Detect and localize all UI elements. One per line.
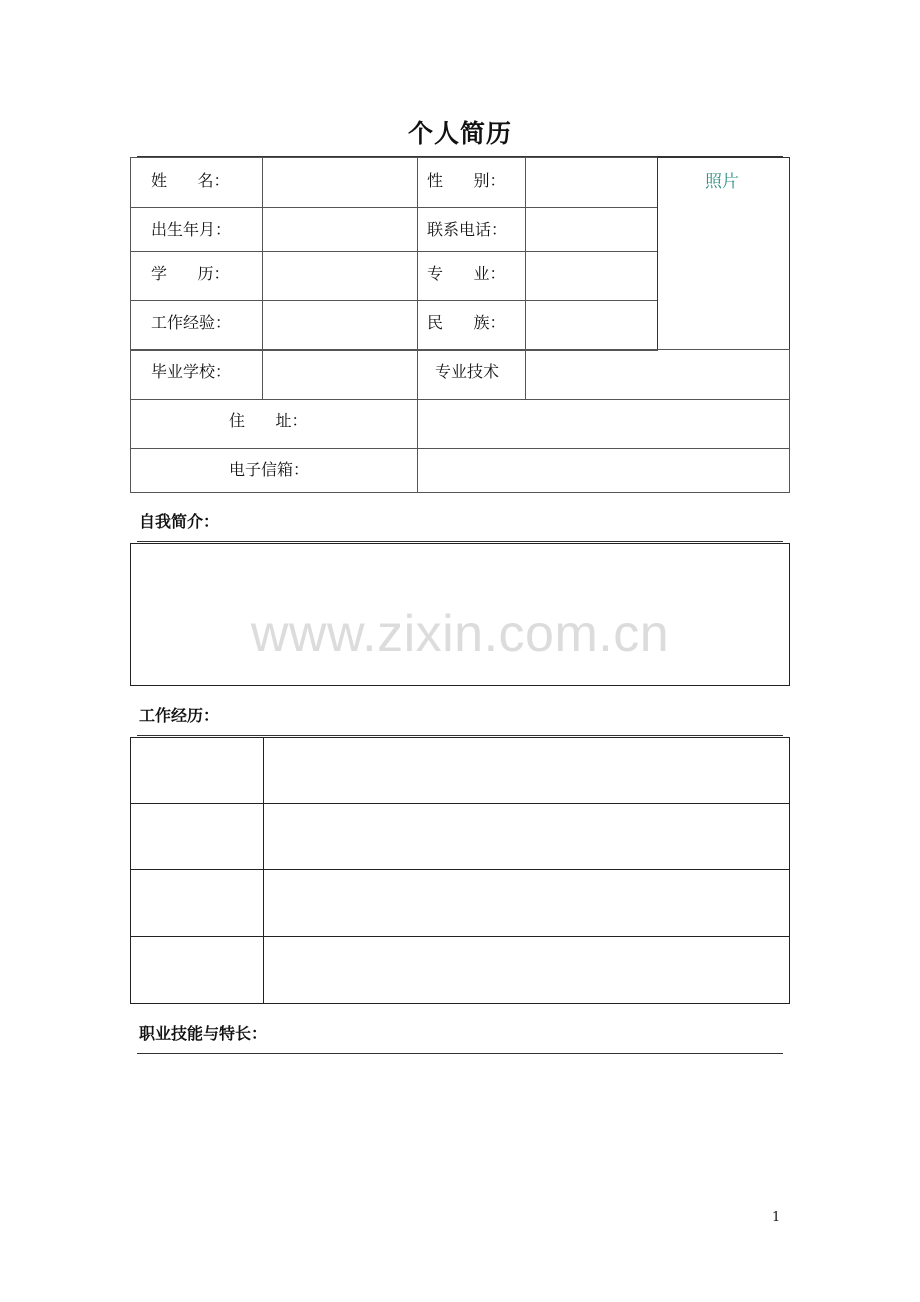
page-number: 1 xyxy=(772,1210,781,1225)
work-experience-label: 工作经验： xyxy=(151,313,232,332)
skill-label: 专业技术 xyxy=(435,362,500,381)
school-label: 毕业学校： xyxy=(151,362,232,381)
ethnicity-label: 民 族： xyxy=(427,313,506,332)
gender-label: 性 别： xyxy=(427,171,506,190)
email-label: 电子信箱： xyxy=(229,460,310,479)
education-label: 学 历： xyxy=(151,264,230,283)
intro-heading: 自我简介： xyxy=(139,512,220,531)
resume-title: 个人简历 xyxy=(407,119,512,148)
address-label: 住 址： xyxy=(229,411,308,430)
skills-heading: 职业技能与特长： xyxy=(139,1024,268,1043)
birth-label: 出生年月： xyxy=(151,220,232,239)
work-history-heading: 工作经历： xyxy=(139,706,220,725)
major-label: 专 业： xyxy=(427,264,506,283)
photo-placeholder: 照片 xyxy=(705,172,739,192)
watermark: www.zixin.com.cn xyxy=(250,605,670,663)
phone-label: 联系电话： xyxy=(427,220,508,239)
name-label: 姓 名： xyxy=(151,171,230,190)
